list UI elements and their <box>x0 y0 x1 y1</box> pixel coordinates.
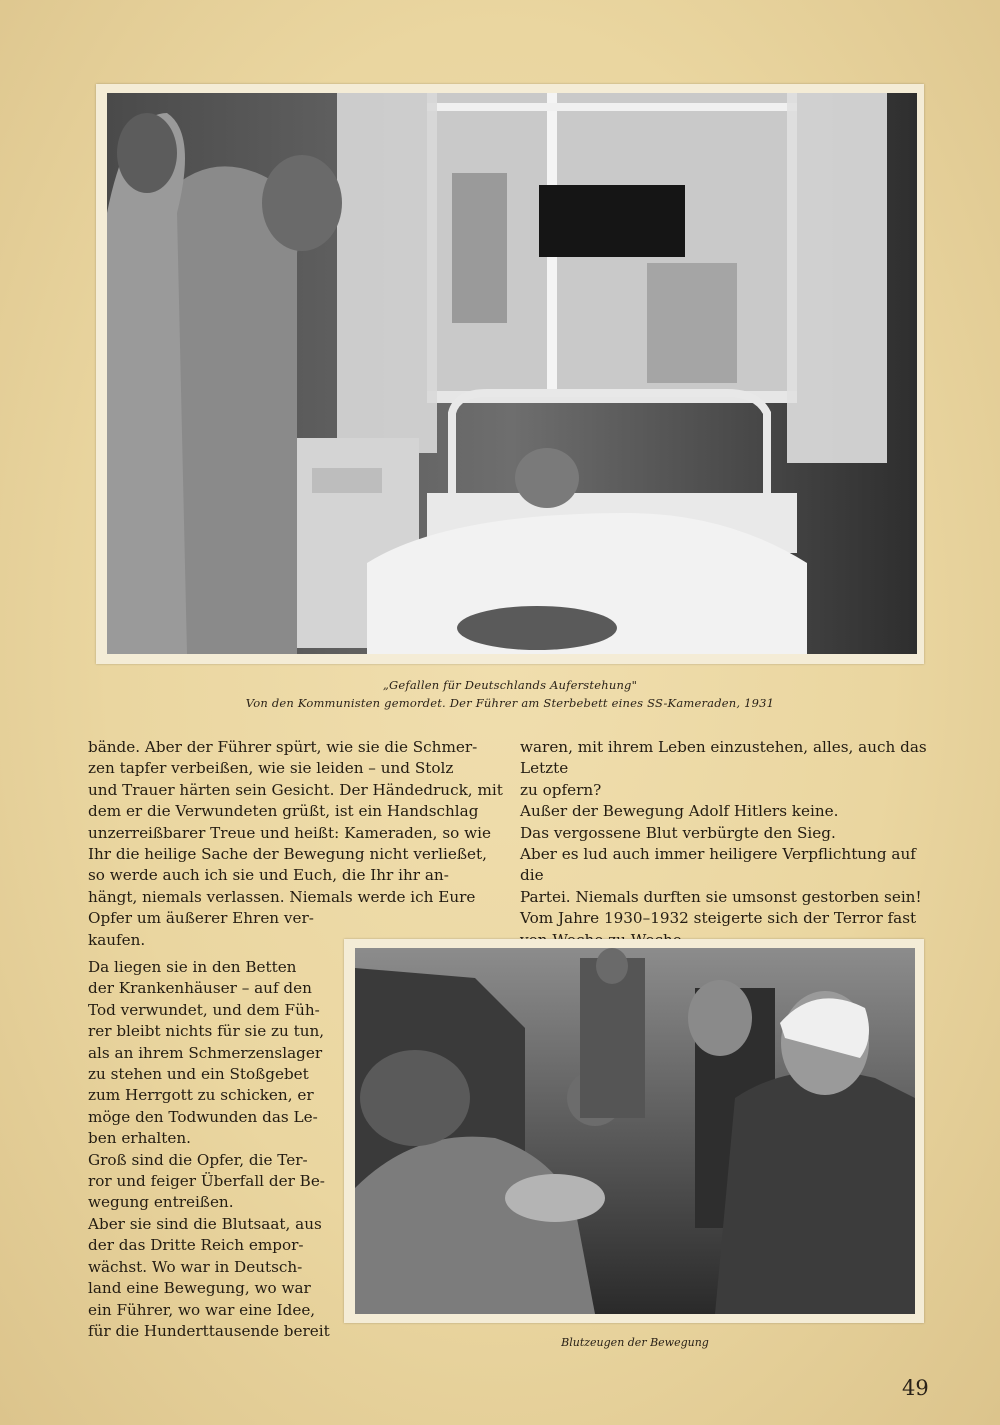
text-line: unzerreißbarer Treue und heißt: Kameraden, so wie <box>88 823 491 842</box>
caption-subtitle: Von den Kommunisten gemordet. Der Führer am Sterbebett eines SS-Kameraden, 1931 <box>245 696 775 710</box>
text-line: der Krankenhäuser – auf den <box>88 979 312 998</box>
text-line: Tod verwundet, und dem Füh- <box>88 1000 320 1019</box>
text-line: so werde auch ich sie und Euch, die Ihr ihr an- <box>88 866 449 885</box>
text-line: Außer der Bewegung Adolf Hitlers keine. <box>520 802 839 821</box>
text-line: bände. Aber der Führer spürt, wie sie die Schmer- <box>88 738 478 756</box>
caption-title: „Gefallen für Deutschlands Auferstehung" <box>382 678 638 692</box>
right-top-text-column <box>520 737 930 951</box>
text-line: für die Hunderttausende bereit <box>88 1321 330 1340</box>
text-line: zen tapfer verbeißen, wie sie leiden – und Stolz <box>88 759 454 778</box>
left-bottom-text-column <box>88 957 333 1342</box>
text-line: Das vergossene Blut verbürgte den Sieg. <box>520 823 836 842</box>
bottom-photo-caption: Blutzeugen der Bewegung <box>561 1336 709 1349</box>
text-line: zum Herrgott zu schicken, er <box>88 1086 314 1105</box>
text-line: wächst. Wo war in Deutsch- <box>88 1257 303 1276</box>
text-line: Aber es lud auch immer heiligere Verpflichtung auf die <box>520 845 916 885</box>
top-photo-hospital-bed <box>107 93 917 654</box>
text-line: Groß sind die Opfer, die Ter- <box>88 1150 308 1169</box>
text-line: möge den Todwunden das Le- <box>88 1107 318 1126</box>
text-line: hängt, niemals verlassen. Niemals werde ich Eure <box>88 887 476 906</box>
text-line: der das Dritte Reich empor- <box>88 1236 304 1255</box>
text-line: Aber sie sind die Blutsaat, aus <box>88 1214 322 1233</box>
text-line: zu stehen und ein Stoßgebet <box>88 1065 309 1084</box>
text-line: ror und feiger Überfall der Be- <box>88 1172 325 1191</box>
text-line: Vom Jahre 1930–1932 steigerte sich der Terror fast <box>520 909 917 928</box>
text-line: kaufen. <box>88 930 146 949</box>
text-line: und Trauer härten sein Gesicht. Der Händedruck, mit <box>88 780 503 799</box>
top-photo-caption <box>100 676 920 712</box>
text-line: dem er die Verwundeten grüßt, ist ein Handschlag <box>88 802 479 821</box>
text-line: als an ihrem Schmerzenslager <box>88 1043 323 1062</box>
text-line: Partei. Niemals durften sie umsonst gestorben sein! <box>520 887 922 906</box>
page-number: 49 <box>902 1376 929 1400</box>
text-line: wegung entreißen. <box>88 1193 234 1212</box>
text-line: land eine Bewegung, wo war <box>88 1279 311 1298</box>
left-top-text-column <box>88 737 518 951</box>
text-line: Da liegen sie in den Betten <box>88 958 297 976</box>
text-line: waren, mit ihrem Leben einzustehen, alles, auch das Letzte <box>520 738 927 778</box>
text-line: ben erhalten. <box>88 1129 191 1148</box>
text-line: Ihr die heilige Sache der Bewegung nicht verließet, <box>88 845 487 864</box>
text-line: ein Führer, wo war eine Idee, <box>88 1300 316 1319</box>
text-line: Opfer um äußerer Ehren ver- <box>88 909 314 928</box>
bottom-photo-handshake <box>355 948 915 1314</box>
text-line: zu opfern? <box>520 780 602 799</box>
text-line: rer bleibt nichts für sie zu tun, <box>88 1022 325 1041</box>
